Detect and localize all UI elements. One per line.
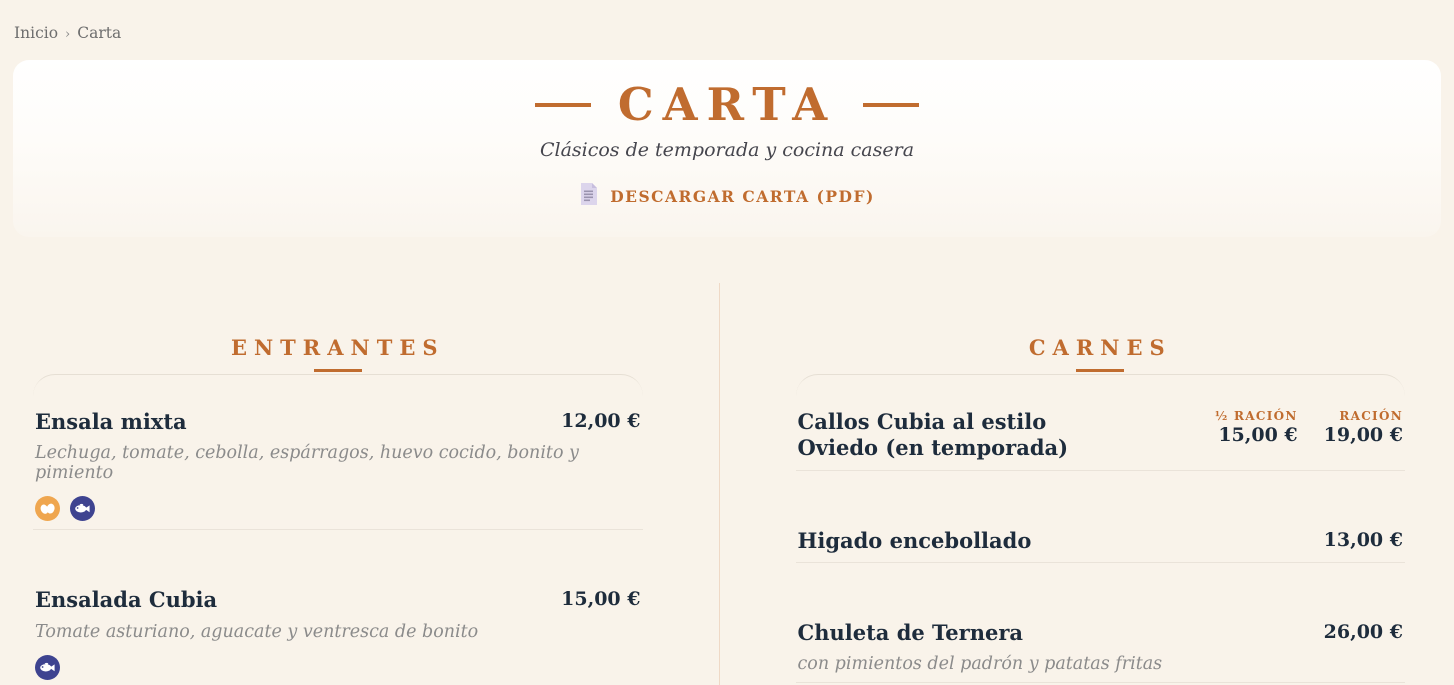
item-price: 15,00 € [561,588,641,611]
page-title: CARTA [617,78,837,131]
carnes-item-list [796,374,1406,683]
item-name: Ensalada Cubia [35,587,218,613]
breadcrumb-current-carta: Carta [77,24,122,42]
section-entrantes [33,283,643,685]
menu-item-ensala-mixta [33,375,643,530]
page-title-row [13,78,1441,131]
column-divider [719,283,720,685]
item-name: Callos Cubia al estilo Oviedo (en temporada) [797,409,1069,461]
title-right-dash [863,103,919,107]
item-name: Chuleta de Ternera [797,619,1024,645]
item-price-group [1215,409,1403,446]
fish-allergen-icon [70,496,95,521]
allergen-icons [35,655,641,680]
egg-allergen-icon [35,496,60,521]
item-description: Lechuga, tomate, cebolla, espárragos, huevo cocido, bonito y pimiento [35,443,579,484]
breadcrumb [0,0,1454,42]
half-portion-price [1215,409,1298,446]
allergen-icons [35,496,641,521]
breadcrumb-separator: › [65,27,71,42]
document-icon [579,182,599,210]
menu-item-ensalada-cubia [33,530,643,685]
item-price: 13,00 € [1323,528,1403,551]
download-pdf-label: DESCARGAR CARTA (PDF) [610,186,875,206]
item-description: con pimientos del padrón y patatas fritas [797,654,1163,674]
page-subtitle: Clásicos de temporada y cocina casera [539,139,915,162]
item-description: Tomate asturiano, aguacate y ventresca de bonito [35,621,479,642]
item-name: Ensala mixta [35,409,187,434]
entrantes-item-list [33,374,643,685]
full-portion-value: 19,00 € [1323,424,1403,446]
section-title-underline [314,369,362,372]
half-portion-label: ½ RACIÓN [1214,409,1298,423]
full-portion-label: RACIÓN [1339,409,1403,423]
section-title-entrantes: ENTRANTES [230,335,445,360]
breadcrumb-link-inicio[interactable]: Inicio [14,24,59,42]
full-portion-price [1324,409,1403,446]
section-title-carnes: CARNES [1028,335,1172,360]
title-left-dash [535,103,591,107]
menu-columns [0,283,1454,685]
item-name: Higado encebollado [797,527,1032,553]
download-pdf-link[interactable] [579,182,875,210]
half-portion-value: 15,00 € [1218,424,1298,446]
section-title-underline [1076,369,1124,372]
section-carnes [796,283,1406,685]
fish-allergen-icon [35,655,60,680]
menu-item-chuleta-de-ternera [796,563,1406,683]
item-price: 12,00 € [561,410,641,432]
menu-header-card [13,60,1441,237]
menu-item-higado-encebollado [796,471,1406,563]
menu-item-callos-cubia [796,375,1406,471]
item-price: 26,00 € [1323,620,1403,643]
